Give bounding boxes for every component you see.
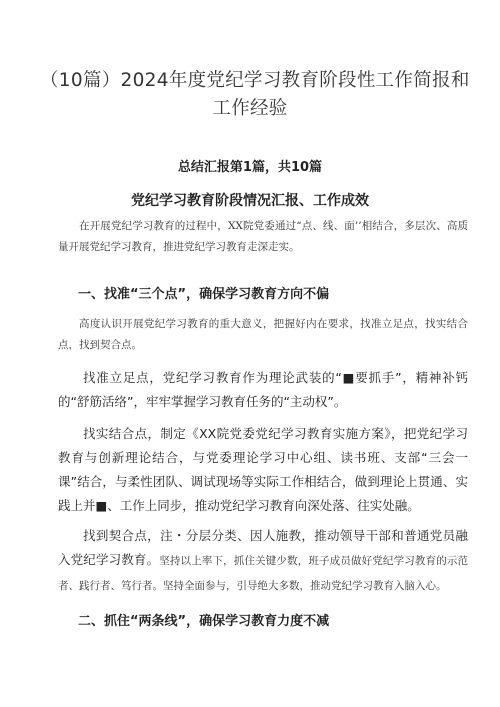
- paragraph-one: 高度认识开展党纪学习教育的重大意义，把握好内在要求，找准立足点，找实结合点，找到契合点。: [58, 318, 468, 351]
- paragraph-four-lead: 找到契合点，注・分层分类、因人施教，推动领导干部和普通党员融入党纪学习教育。: [58, 528, 468, 567]
- document-title-line-1: （10篇）2024年度党纪学习教育阶段性工作简报和: [40, 70, 470, 91]
- document-subtitle: 总结汇报第1篇，共10篇: [177, 160, 323, 175]
- paragraph-four-body: 坚持以上率下，抓住关键少数，班子成员做好党纪学习教育的示范者、践行者、笃行者。坚持全面参与，引导绝大多数，推动党纪学习教育入脑入心。: [58, 555, 468, 592]
- paragraph-four: [58, 524, 468, 598]
- heading-two: 二、抓住“两条线”，确保学习教育力度不减: [78, 614, 330, 629]
- document-title-line-2: 工作经验: [212, 98, 288, 119]
- intro-paragraph: 在开展党纪学习教育的过程中，XX院党委通过“点、线、面’’相结合，多层次、高质量开展党纪学习教育，推进党纪学习教育走深走实。: [58, 220, 468, 253]
- section-title: 党纪学习教育阶段情况汇报、工作成效: [131, 193, 369, 209]
- paragraph-two: 找准立足点，党纪学习教育作为理论武装的“■要抓手”，精神补钙的“舒筋活络”，牢牢掌握学习教育任务的“主动权”。: [58, 370, 468, 409]
- paragraph-three: 找实结合点，制定《XX院党委党纪学习教育实施方案》，把党纪学习教育与创新理论结合，与党委理论学习中心组、读书班、支部“三会一课”结合，与柔性团队、调试现场等实际工作相结合，做到理论上贯通、实践上并■、工作上同步，推动党纪学习教育向深处落、往实处融。: [58, 426, 468, 513]
- heading-one: 一、找准“三个点”，确保学习教育方向不偏: [78, 287, 330, 302]
